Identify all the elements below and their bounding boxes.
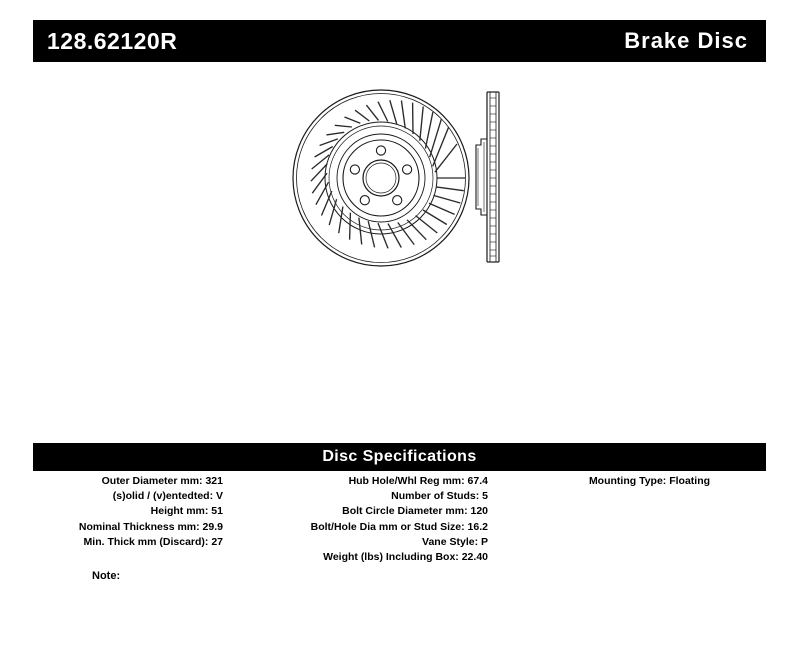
spec-item: Number of Studs: 5 xyxy=(391,490,488,503)
spec-item: Mounting Type: Floating xyxy=(588,475,711,487)
specs-column-left xyxy=(33,474,223,550)
part-number: 128.62120R xyxy=(47,27,178,54)
note-label: Note: xyxy=(92,570,121,582)
disc-specifications-bar xyxy=(33,443,766,471)
header-bar xyxy=(33,20,766,62)
spec-item: Hub Hole/Whl Reg mm: 67.4 xyxy=(348,475,488,487)
disc-specifications-title: Disc Specifications xyxy=(322,448,477,465)
spec-item: Min. Thick mm (Discard): 27 xyxy=(83,535,223,548)
spec-item: Outer Diameter mm: 321 xyxy=(101,475,223,487)
specs-column-right xyxy=(533,474,766,489)
disc-specifications-content xyxy=(33,474,766,584)
brake-rotor-side-icon xyxy=(473,82,533,272)
spec-item: Bolt/Hole Dia mm or Stud Size: 16.2 xyxy=(310,520,488,533)
page-title: Brake Disc xyxy=(624,28,748,53)
specs-column-middle xyxy=(238,474,488,565)
spec-item: Vane Style: P xyxy=(422,535,488,548)
brake-rotor-face-icon xyxy=(291,88,471,268)
spec-item: Weight (lbs) Including Box: 22.40 xyxy=(323,551,488,564)
spec-item: Bolt Circle Diameter mm: 120 xyxy=(342,505,488,518)
spec-item: Nominal Thickness mm: 29.9 xyxy=(78,520,223,533)
spec-item: (s)olid / (v)entedted: V xyxy=(112,490,223,503)
technical-drawing xyxy=(33,70,766,360)
spec-item: Height mm: 51 xyxy=(150,505,223,518)
